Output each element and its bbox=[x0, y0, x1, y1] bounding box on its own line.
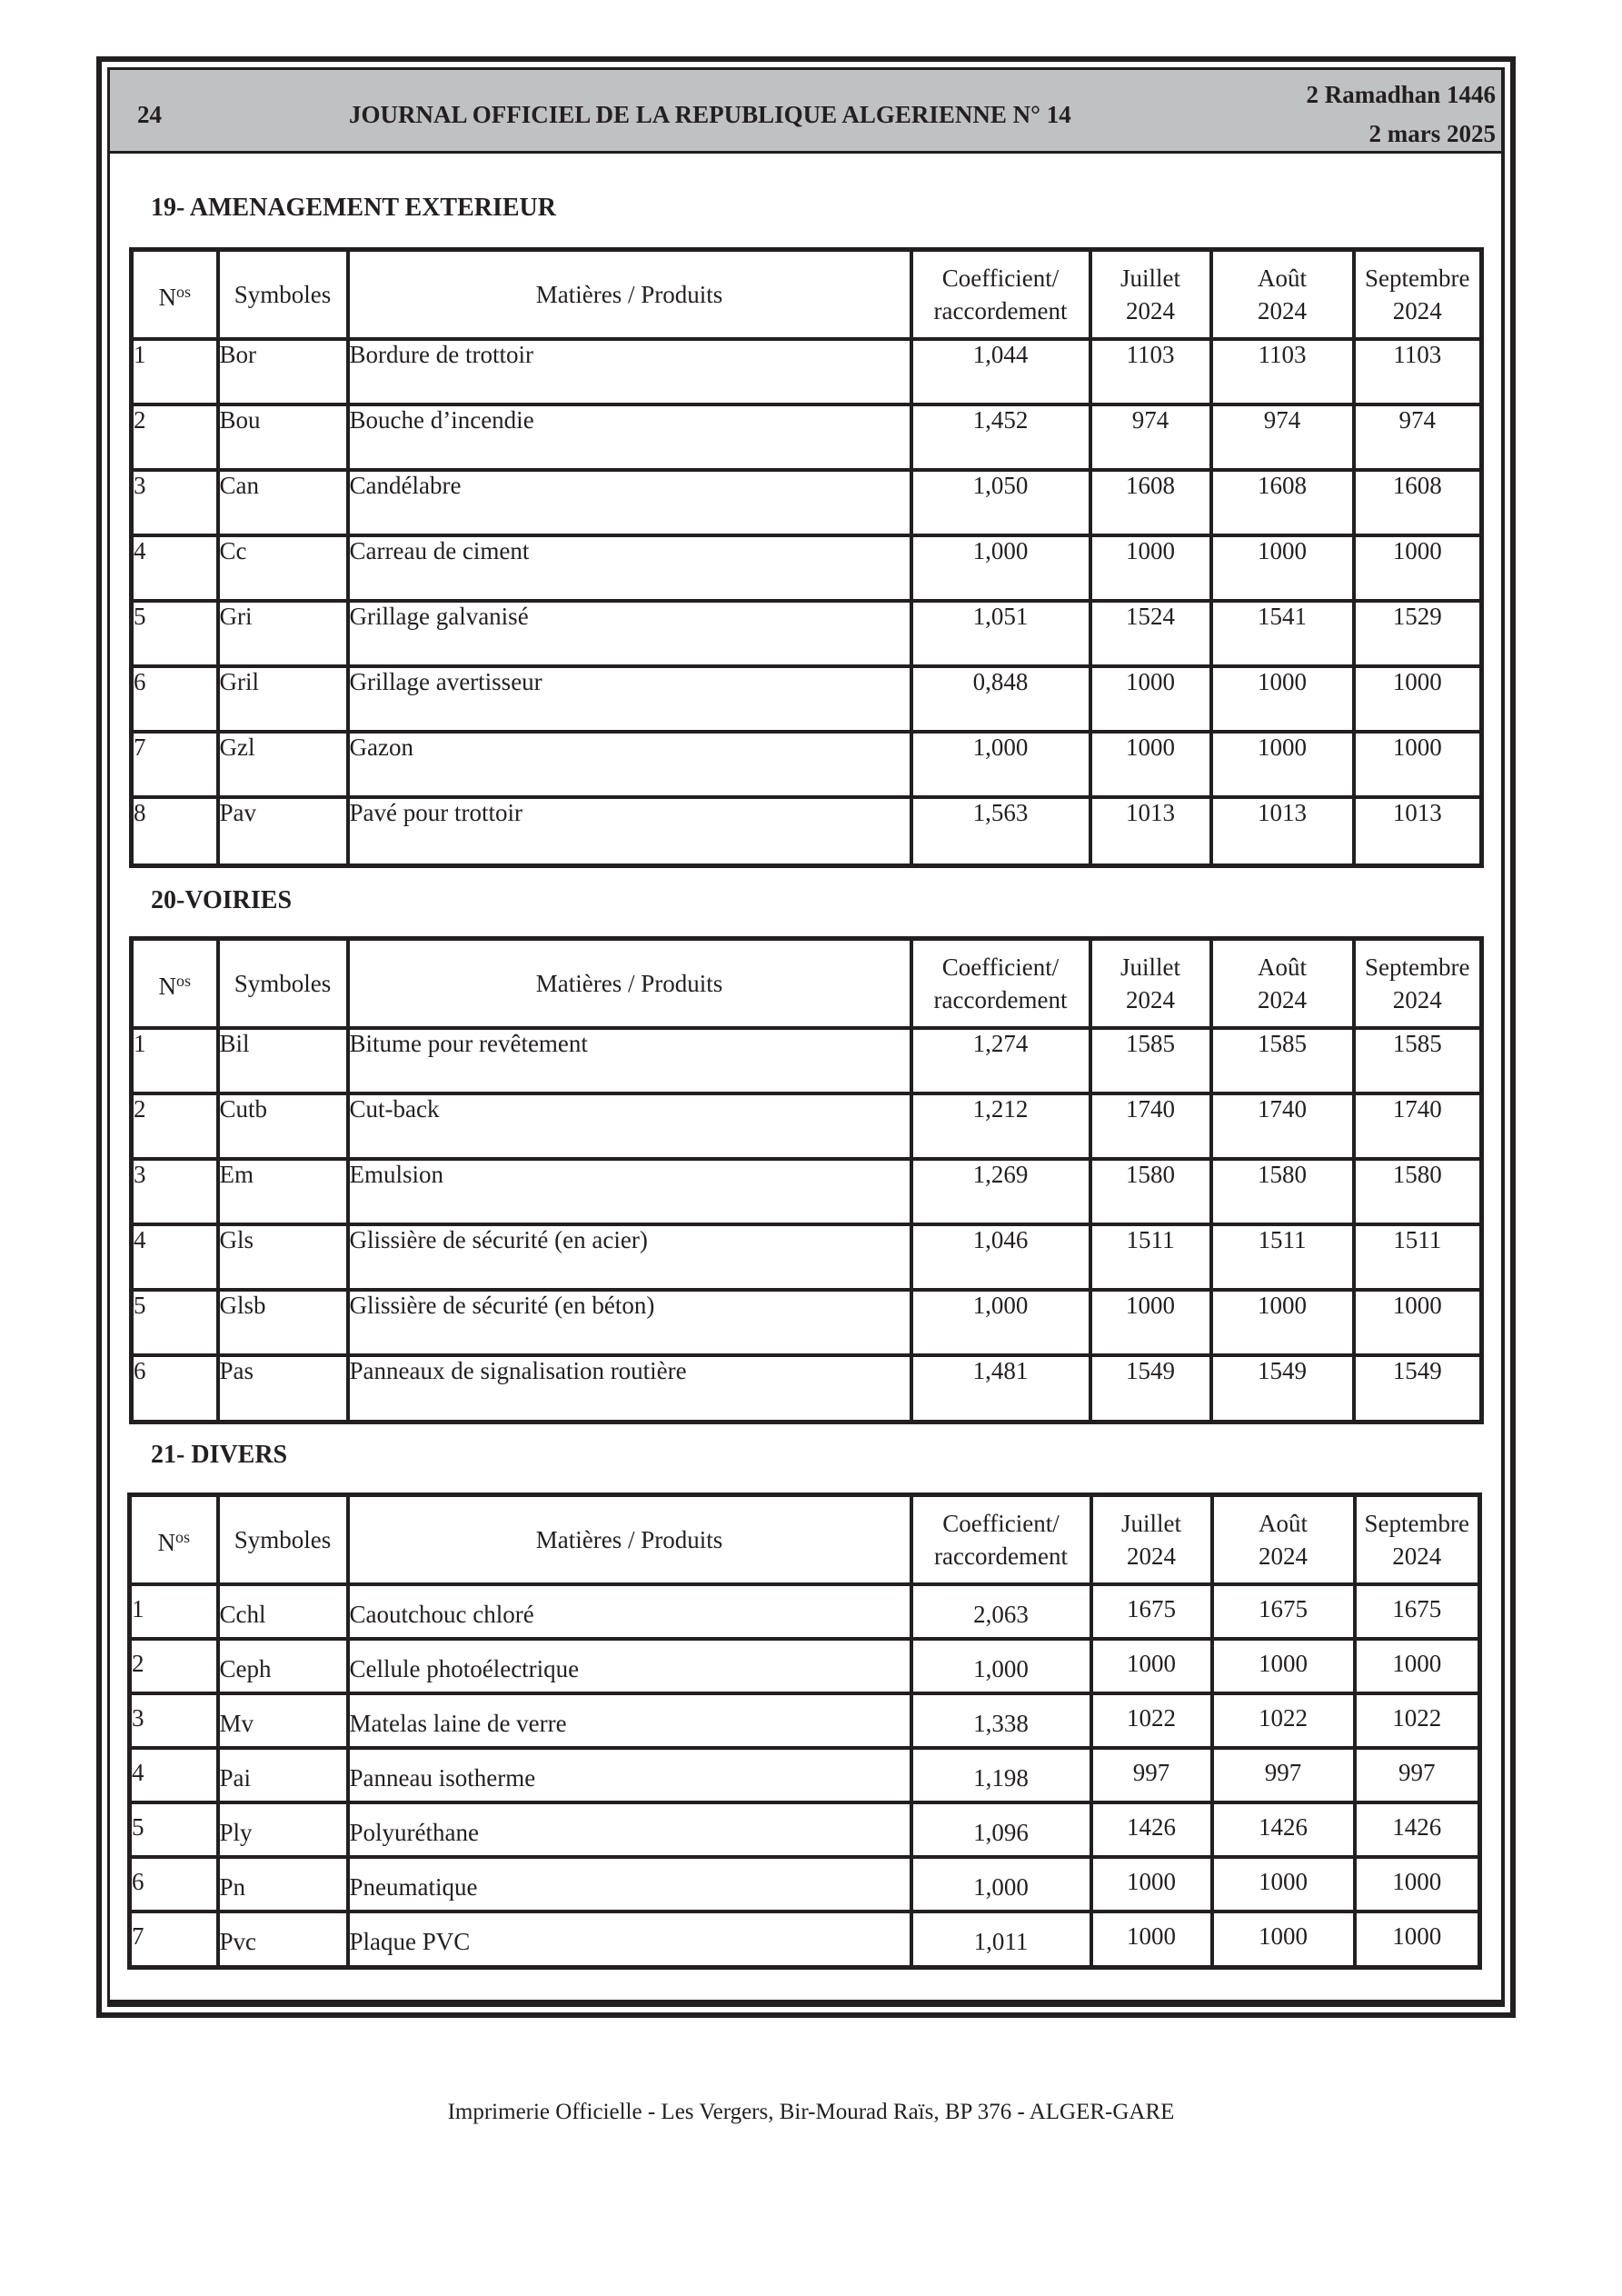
table-row bbox=[132, 601, 1482, 666]
cell-juillet: 1000 bbox=[1090, 666, 1211, 732]
cell-aout: 1511 bbox=[1211, 1224, 1354, 1290]
cell-symbole: Ceph bbox=[218, 1639, 348, 1693]
section-title-21: 21- DIVERS bbox=[151, 1441, 288, 1469]
cell-aout: 1580 bbox=[1211, 1159, 1354, 1224]
cell-aout: 1000 bbox=[1212, 1912, 1355, 1968]
col-header-coefficient: Coefficient/ raccordement bbox=[911, 939, 1090, 1028]
table-voiries bbox=[129, 936, 1484, 1424]
cell-matiere: Bitume pour revêtement bbox=[348, 1028, 911, 1093]
cell-septembre: 1585 bbox=[1354, 1028, 1482, 1093]
table-row bbox=[132, 1028, 1482, 1093]
cell-septembre: 1022 bbox=[1355, 1693, 1480, 1748]
cell-coefficient: 1,338 bbox=[911, 1693, 1091, 1748]
table-header-row bbox=[132, 250, 1482, 339]
cell-coefficient: 1,198 bbox=[911, 1748, 1091, 1802]
cell-symbole: Pav bbox=[218, 797, 348, 866]
cell-no: 1 bbox=[132, 1028, 218, 1093]
cell-septembre: 1511 bbox=[1354, 1224, 1482, 1290]
cell-septembre: 1000 bbox=[1355, 1639, 1480, 1693]
col-header-juillet: Juillet 2024 bbox=[1090, 939, 1211, 1028]
cell-aout: 1000 bbox=[1211, 1290, 1354, 1355]
cell-matiere: Matelas laine de verre bbox=[348, 1693, 911, 1748]
cell-aout: 1740 bbox=[1211, 1093, 1354, 1159]
table-row bbox=[132, 1290, 1482, 1355]
cell-matiere: Plaque PVC bbox=[348, 1912, 911, 1968]
cell-matiere: Pneumatique bbox=[348, 1857, 911, 1912]
cell-symbole: Cc bbox=[218, 535, 348, 601]
cell-no: 4 bbox=[130, 1748, 218, 1802]
cell-matiere: Emulsion bbox=[348, 1159, 911, 1224]
table-row bbox=[132, 535, 1482, 601]
cell-juillet: 1675 bbox=[1091, 1584, 1212, 1639]
cell-septembre: 1549 bbox=[1354, 1355, 1482, 1423]
cell-juillet: 1013 bbox=[1090, 797, 1211, 866]
cell-juillet: 1740 bbox=[1090, 1093, 1211, 1159]
cell-no: 5 bbox=[132, 1290, 218, 1355]
col-header-septembre: Septembre 2024 bbox=[1354, 939, 1482, 1028]
printer-footer: Imprimerie Officielle - Les Vergers, Bir-Mourad Raïs, BP 376 - ALGER-GARE bbox=[447, 2100, 1175, 2124]
cell-septembre: 974 bbox=[1354, 404, 1482, 470]
cell-juillet: 997 bbox=[1091, 1748, 1212, 1802]
cell-coefficient: 1,050 bbox=[911, 470, 1090, 535]
cell-matiere: Bordure de trottoir bbox=[348, 339, 911, 404]
journal-title: JOURNAL OFFICIEL DE LA REPUBLIQUE ALGERIENNE N° 14 bbox=[349, 101, 1071, 128]
cell-juillet: 1580 bbox=[1090, 1159, 1211, 1224]
cell-aout: 1000 bbox=[1212, 1639, 1355, 1693]
col-header-matieres: Matières / Produits bbox=[348, 1495, 911, 1584]
table-row bbox=[130, 1802, 1480, 1857]
table-row bbox=[132, 1093, 1482, 1159]
table-row bbox=[130, 1639, 1480, 1693]
cell-matiere: Cut-back bbox=[348, 1093, 911, 1159]
cell-no: 3 bbox=[132, 1159, 218, 1224]
table-row bbox=[132, 666, 1482, 732]
cell-matiere: Panneau isotherme bbox=[348, 1748, 911, 1802]
cell-aout: 997 bbox=[1212, 1748, 1355, 1802]
cell-septembre: 1000 bbox=[1354, 666, 1482, 732]
cell-symbole: Gril bbox=[218, 666, 348, 732]
cell-matiere: Glissière de sécurité (en acier) bbox=[348, 1224, 911, 1290]
col-header-aout: Août 2024 bbox=[1211, 250, 1354, 339]
cell-matiere: Carreau de ciment bbox=[348, 535, 911, 601]
cell-no: 2 bbox=[132, 404, 218, 470]
cell-matiere: Caoutchouc chloré bbox=[348, 1584, 911, 1639]
section-title-20: 20-VOIRIES bbox=[151, 886, 293, 914]
cell-aout: 974 bbox=[1211, 404, 1354, 470]
cell-coefficient: 1,046 bbox=[911, 1224, 1090, 1290]
cell-matiere: Polyuréthane bbox=[348, 1802, 911, 1857]
cell-septembre: 1740 bbox=[1354, 1093, 1482, 1159]
cell-no: 3 bbox=[132, 470, 218, 535]
col-header-no: $N^{os}$ bbox=[132, 939, 218, 1028]
cell-coefficient: 2,063 bbox=[911, 1584, 1091, 1639]
table-row bbox=[132, 797, 1482, 866]
cell-no: 2 bbox=[132, 1093, 218, 1159]
cell-symbole: Can bbox=[218, 470, 348, 535]
cell-aout: 1103 bbox=[1211, 339, 1354, 404]
table-header-row bbox=[130, 1495, 1480, 1584]
cell-coefficient: 1,000 bbox=[911, 1639, 1091, 1693]
table-row bbox=[130, 1857, 1480, 1912]
cell-coefficient: 1,212 bbox=[911, 1093, 1090, 1159]
cell-coefficient: 1,051 bbox=[911, 601, 1090, 666]
cell-septembre: 1529 bbox=[1354, 601, 1482, 666]
col-header-septembre: Septembre 2024 bbox=[1355, 1495, 1480, 1584]
cell-symbole: Mv bbox=[218, 1693, 348, 1748]
cell-aout: 1000 bbox=[1212, 1857, 1355, 1912]
cell-coefficient: 1,000 bbox=[911, 732, 1090, 797]
table-row bbox=[132, 732, 1482, 797]
cell-symbole: Bil bbox=[218, 1028, 348, 1093]
table-row bbox=[130, 1693, 1480, 1748]
cell-symbole: Bor bbox=[218, 339, 348, 404]
cell-no: 2 bbox=[130, 1639, 218, 1693]
cell-no: 5 bbox=[130, 1802, 218, 1857]
cell-septembre: 997 bbox=[1355, 1748, 1480, 1802]
cell-matiere: Candélabre bbox=[348, 470, 911, 535]
cell-symbole: Bou bbox=[218, 404, 348, 470]
cell-septembre: 1000 bbox=[1354, 535, 1482, 601]
cell-no: 8 bbox=[132, 797, 218, 866]
cell-aout: 1013 bbox=[1211, 797, 1354, 866]
cell-symbole: Cutb bbox=[218, 1093, 348, 1159]
table-row bbox=[132, 1224, 1482, 1290]
cell-symbole: Em bbox=[218, 1159, 348, 1224]
cell-coefficient: 1,000 bbox=[911, 535, 1090, 601]
cell-septembre: 1000 bbox=[1355, 1912, 1480, 1968]
cell-juillet: 1000 bbox=[1090, 1290, 1211, 1355]
cell-no: 6 bbox=[132, 1355, 218, 1423]
table-row bbox=[132, 339, 1482, 404]
cell-no: 6 bbox=[130, 1857, 218, 1912]
cell-coefficient: 1,269 bbox=[911, 1159, 1090, 1224]
table-row bbox=[130, 1912, 1480, 1968]
cell-coefficient: 1,274 bbox=[911, 1028, 1090, 1093]
cell-septembre: 1103 bbox=[1354, 339, 1482, 404]
cell-symbole: Pas bbox=[218, 1355, 348, 1423]
date-hijri: 2 Ramadhan 1446 bbox=[1306, 81, 1496, 108]
cell-no: 4 bbox=[132, 535, 218, 601]
cell-juillet: 1000 bbox=[1090, 732, 1211, 797]
table-row bbox=[132, 404, 1482, 470]
table-row bbox=[130, 1748, 1480, 1802]
cell-aout: 1426 bbox=[1212, 1802, 1355, 1857]
col-header-coefficient: Coefficient/ raccordement bbox=[911, 250, 1090, 339]
cell-coefficient: 1,011 bbox=[911, 1912, 1091, 1968]
cell-no: 3 bbox=[130, 1693, 218, 1748]
cell-symbole: Pvc bbox=[218, 1912, 348, 1968]
cell-juillet: 1511 bbox=[1090, 1224, 1211, 1290]
cell-no: 5 bbox=[132, 601, 218, 666]
col-header-no: $N^{os}$ bbox=[130, 1495, 218, 1584]
col-header-symboles: Symboles bbox=[218, 250, 348, 339]
cell-no: 6 bbox=[132, 666, 218, 732]
cell-septembre: 1675 bbox=[1355, 1584, 1480, 1639]
col-header-septembre: Septembre 2024 bbox=[1354, 250, 1482, 339]
cell-juillet: 1000 bbox=[1091, 1912, 1212, 1968]
col-header-symboles: Symboles bbox=[218, 1495, 348, 1584]
cell-septembre: 1000 bbox=[1355, 1857, 1480, 1912]
cell-coefficient: 1,452 bbox=[911, 404, 1090, 470]
cell-coefficient: 1,000 bbox=[911, 1857, 1091, 1912]
cell-matiere: Gazon bbox=[348, 732, 911, 797]
cell-symbole: Glsb bbox=[218, 1290, 348, 1355]
col-header-aout: Août 2024 bbox=[1211, 939, 1354, 1028]
section-title-19: 19- AMENAGEMENT EXTERIEUR bbox=[151, 194, 556, 222]
cell-juillet: 1000 bbox=[1090, 535, 1211, 601]
cell-aout: 1541 bbox=[1211, 601, 1354, 666]
cell-no: 4 bbox=[132, 1224, 218, 1290]
cell-matiere: Grillage avertisseur bbox=[348, 666, 911, 732]
page-number: 24 bbox=[137, 101, 162, 128]
cell-juillet: 1585 bbox=[1090, 1028, 1211, 1093]
col-header-no: $N^{os}$ bbox=[132, 250, 218, 339]
cell-coefficient: 1,044 bbox=[911, 339, 1090, 404]
cell-aout: 1549 bbox=[1211, 1355, 1354, 1423]
cell-matiere: Grillage galvanisé bbox=[348, 601, 911, 666]
col-header-matieres: Matières / Produits bbox=[348, 250, 911, 339]
issue-date bbox=[1306, 75, 1496, 154]
cell-symbole: Ply bbox=[218, 1802, 348, 1857]
col-header-matieres: Matières / Produits bbox=[348, 939, 911, 1028]
table-row bbox=[132, 470, 1482, 535]
cell-septembre: 1013 bbox=[1354, 797, 1482, 866]
cell-aout: 1585 bbox=[1211, 1028, 1354, 1093]
cell-symbole: Pn bbox=[218, 1857, 348, 1912]
cell-juillet: 1426 bbox=[1091, 1802, 1212, 1857]
table-divers bbox=[127, 1492, 1482, 1970]
cell-coefficient: 1,096 bbox=[911, 1802, 1091, 1857]
cell-matiere: Bouche d’incendie bbox=[348, 404, 911, 470]
cell-aout: 1000 bbox=[1211, 666, 1354, 732]
cell-septembre: 1426 bbox=[1355, 1802, 1480, 1857]
cell-symbole: Gzl bbox=[218, 732, 348, 797]
cell-no: 7 bbox=[130, 1912, 218, 1968]
cell-juillet: 1524 bbox=[1090, 601, 1211, 666]
cell-septembre: 1000 bbox=[1354, 732, 1482, 797]
cell-juillet: 1000 bbox=[1091, 1639, 1212, 1693]
cell-coefficient: 1,000 bbox=[911, 1290, 1090, 1355]
table-row bbox=[132, 1355, 1482, 1423]
cell-symbole: Gri bbox=[218, 601, 348, 666]
cell-no: 1 bbox=[132, 339, 218, 404]
cell-coefficient: 1,481 bbox=[911, 1355, 1090, 1423]
cell-juillet: 1608 bbox=[1090, 470, 1211, 535]
cell-septembre: 1608 bbox=[1354, 470, 1482, 535]
cell-coefficient: 1,563 bbox=[911, 797, 1090, 866]
cell-no: 7 bbox=[132, 732, 218, 797]
cell-juillet: 974 bbox=[1090, 404, 1211, 470]
cell-aout: 1022 bbox=[1212, 1693, 1355, 1748]
cell-aout: 1000 bbox=[1211, 732, 1354, 797]
cell-juillet: 1549 bbox=[1090, 1355, 1211, 1423]
col-header-juillet: Juillet 2024 bbox=[1090, 250, 1211, 339]
cell-symbole: Gls bbox=[218, 1224, 348, 1290]
cell-aout: 1000 bbox=[1211, 535, 1354, 601]
col-header-aout: Août 2024 bbox=[1212, 1495, 1355, 1584]
cell-septembre: 1000 bbox=[1354, 1290, 1482, 1355]
table-header-row bbox=[132, 939, 1482, 1028]
col-header-juillet: Juillet 2024 bbox=[1091, 1495, 1212, 1584]
cell-juillet: 1000 bbox=[1091, 1857, 1212, 1912]
journal-header bbox=[110, 70, 1501, 154]
cell-aout: 1608 bbox=[1211, 470, 1354, 535]
cell-juillet: 1022 bbox=[1091, 1693, 1212, 1748]
table-row bbox=[130, 1584, 1480, 1639]
col-header-coefficient: Coefficient/ raccordement bbox=[911, 1495, 1091, 1584]
cell-matiere: Glissière de sécurité (en béton) bbox=[348, 1290, 911, 1355]
cell-matiere: Panneaux de signalisation routière bbox=[348, 1355, 911, 1423]
table-row bbox=[132, 1159, 1482, 1224]
cell-symbole: Cchl bbox=[218, 1584, 348, 1639]
col-header-symboles: Symboles bbox=[218, 939, 348, 1028]
cell-juillet: 1103 bbox=[1090, 339, 1211, 404]
cell-no: 1 bbox=[130, 1584, 218, 1639]
cell-aout: 1675 bbox=[1212, 1584, 1355, 1639]
cell-matiere: Cellule photoélectrique bbox=[348, 1639, 911, 1693]
cell-symbole: Pai bbox=[218, 1748, 348, 1802]
date-gregorian: 2 mars 2025 bbox=[1368, 120, 1496, 147]
cell-matiere: Pavé pour trottoir bbox=[348, 797, 911, 866]
table-amenagement-exterieur bbox=[129, 247, 1484, 868]
cell-septembre: 1580 bbox=[1354, 1159, 1482, 1224]
cell-coefficient: 0,848 bbox=[911, 666, 1090, 732]
